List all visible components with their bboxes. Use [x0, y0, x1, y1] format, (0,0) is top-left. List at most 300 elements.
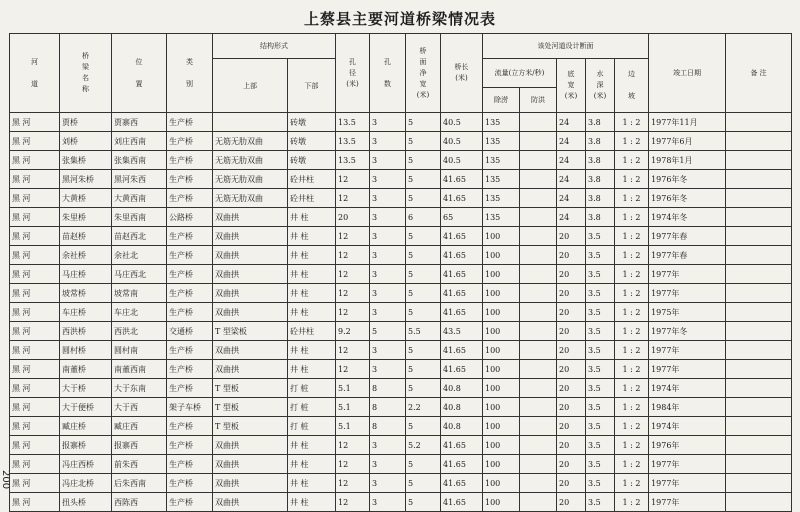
cell-slope: 1 : 2	[615, 227, 649, 246]
cell-slope: 1 : 2	[615, 379, 649, 398]
cell-span: 12	[336, 246, 370, 265]
cell-drainage: 135	[483, 208, 520, 227]
cell-remarks	[726, 455, 792, 474]
cell-bottom-width: 24	[557, 132, 586, 151]
cell-holes: 3	[370, 113, 406, 132]
cell-river: 黑 河	[10, 246, 60, 265]
cell-remarks	[726, 379, 792, 398]
cell-completed: 1977年	[649, 341, 726, 360]
cell-upper: 双曲拱	[213, 265, 288, 284]
cell-holes: 3	[370, 227, 406, 246]
cell-span: 5.1	[336, 379, 370, 398]
cell-depth: 3.5	[586, 360, 615, 379]
cell-completed: 1975年	[649, 303, 726, 322]
cell-completed: 1977年	[649, 265, 726, 284]
cell-bottom-width: 20	[557, 265, 586, 284]
header-upper: 上部	[213, 59, 288, 113]
cell-length: 41.65	[441, 284, 483, 303]
table-row	[10, 303, 792, 322]
cell-bridge-name: 马庄桥	[60, 265, 112, 284]
cell-category: 生产桥	[167, 246, 213, 265]
cell-length: 41.65	[441, 493, 483, 512]
cell-deck-width: 5	[406, 360, 441, 379]
cell-upper: T 型板	[213, 398, 288, 417]
cell-slope: 1 : 2	[615, 322, 649, 341]
cell-completed: 1977年	[649, 284, 726, 303]
cell-flood	[520, 227, 557, 246]
cell-flood	[520, 170, 557, 189]
cell-location: 贾寨西	[112, 113, 167, 132]
cell-river: 黑 河	[10, 436, 60, 455]
cell-bottom-width: 24	[557, 189, 586, 208]
cell-flood	[520, 417, 557, 436]
cell-drainage: 100	[483, 436, 520, 455]
header-drainage: 除涝	[483, 88, 520, 113]
cell-bottom-width: 24	[557, 208, 586, 227]
cell-slope: 1 : 2	[615, 208, 649, 227]
cell-category: 生产桥	[167, 493, 213, 512]
cell-lower: 砖墩	[288, 132, 336, 151]
cell-remarks	[726, 493, 792, 512]
cell-flood	[520, 208, 557, 227]
header-depth: 水 深 (米)	[586, 59, 615, 113]
cell-upper: T 型板	[213, 417, 288, 436]
cell-length: 40.8	[441, 379, 483, 398]
cell-drainage: 135	[483, 151, 520, 170]
cell-lower: 井 柱	[288, 436, 336, 455]
cell-depth: 3.5	[586, 417, 615, 436]
cell-remarks	[726, 189, 792, 208]
cell-remarks	[726, 227, 792, 246]
cell-deck-width: 5	[406, 246, 441, 265]
cell-flood	[520, 303, 557, 322]
cell-location: 南董西南	[112, 360, 167, 379]
cell-location: 圆村南	[112, 341, 167, 360]
header-completed: 竣工日期	[649, 34, 726, 113]
cell-completed: 1977年	[649, 455, 726, 474]
cell-drainage: 100	[483, 474, 520, 493]
table-row	[10, 246, 792, 265]
cell-bridge-name: 报寨桥	[60, 436, 112, 455]
cell-slope: 1 : 2	[615, 455, 649, 474]
cell-location: 朱里西南	[112, 208, 167, 227]
cell-bridge-name: 冯庄北桥	[60, 474, 112, 493]
cell-lower: 井 柱	[288, 284, 336, 303]
cell-flood	[520, 341, 557, 360]
cell-slope: 1 : 2	[615, 265, 649, 284]
cell-remarks	[726, 246, 792, 265]
cell-remarks	[726, 284, 792, 303]
table-row	[10, 455, 792, 474]
cell-upper: 双曲拱	[213, 284, 288, 303]
cell-depth: 3.5	[586, 474, 615, 493]
cell-span: 12	[336, 436, 370, 455]
cell-location: 前朱西	[112, 455, 167, 474]
cell-flood	[520, 493, 557, 512]
cell-remarks	[726, 322, 792, 341]
cell-lower: 井 柱	[288, 360, 336, 379]
cell-holes: 3	[370, 436, 406, 455]
cell-river: 黑 河	[10, 493, 60, 512]
cell-completed: 1977年6月	[649, 132, 726, 151]
cell-depth: 3.5	[586, 227, 615, 246]
cell-length: 41.65	[441, 360, 483, 379]
cell-category: 交通桥	[167, 322, 213, 341]
cell-completed: 1976年	[649, 436, 726, 455]
cell-completed: 1977年春	[649, 246, 726, 265]
cell-flood	[520, 189, 557, 208]
cell-depth: 3.8	[586, 151, 615, 170]
cell-slope: 1 : 2	[615, 341, 649, 360]
cell-completed: 1974年	[649, 379, 726, 398]
cell-completed: 1984年	[649, 398, 726, 417]
cell-bottom-width: 20	[557, 474, 586, 493]
cell-location: 坡常南	[112, 284, 167, 303]
header-design-section: 该处河道设计断面	[483, 34, 649, 59]
cell-slope: 1 : 2	[615, 493, 649, 512]
cell-category: 架子车桥	[167, 398, 213, 417]
cell-bottom-width: 20	[557, 379, 586, 398]
cell-depth: 3.5	[586, 265, 615, 284]
cell-bottom-width: 20	[557, 303, 586, 322]
cell-completed: 1974年	[649, 417, 726, 436]
cell-deck-width: 5	[406, 341, 441, 360]
cell-holes: 8	[370, 379, 406, 398]
cell-span: 12	[336, 341, 370, 360]
cell-slope: 1 : 2	[615, 113, 649, 132]
cell-holes: 3	[370, 341, 406, 360]
table-row	[10, 398, 792, 417]
cell-length: 43.5	[441, 322, 483, 341]
cell-upper: 双曲拱	[213, 360, 288, 379]
cell-bridge-name: 大于便桥	[60, 398, 112, 417]
cell-river: 黑 河	[10, 132, 60, 151]
cell-category: 生产桥	[167, 379, 213, 398]
table-row	[10, 284, 792, 303]
cell-depth: 3.8	[586, 170, 615, 189]
cell-remarks	[726, 360, 792, 379]
cell-depth: 3.8	[586, 132, 615, 151]
cell-bridge-name: 朱里桥	[60, 208, 112, 227]
cell-location: 刘庄西南	[112, 132, 167, 151]
cell-upper: 双曲拱	[213, 474, 288, 493]
header-deck-width: 桥 面 净 宽 (米)	[406, 34, 441, 113]
cell-lower: 井 柱	[288, 493, 336, 512]
cell-deck-width: 5	[406, 493, 441, 512]
cell-span: 13.5	[336, 132, 370, 151]
cell-location: 苗赵西北	[112, 227, 167, 246]
cell-depth: 3.5	[586, 341, 615, 360]
table-row	[10, 474, 792, 493]
cell-river: 黑 河	[10, 341, 60, 360]
cell-span: 12	[336, 189, 370, 208]
cell-river: 黑 河	[10, 474, 60, 493]
cell-upper: 双曲拱	[213, 303, 288, 322]
cell-bridge-name: 大黄桥	[60, 189, 112, 208]
cell-remarks	[726, 265, 792, 284]
cell-river: 黑 河	[10, 379, 60, 398]
cell-drainage: 100	[483, 322, 520, 341]
cell-remarks	[726, 303, 792, 322]
cell-drainage: 100	[483, 246, 520, 265]
header-bottom-width: 底 宽 (米)	[557, 59, 586, 113]
cell-bridge-name: 苗赵桥	[60, 227, 112, 246]
cell-category: 生产桥	[167, 284, 213, 303]
cell-depth: 3.8	[586, 208, 615, 227]
cell-holes: 3	[370, 189, 406, 208]
cell-holes: 3	[370, 360, 406, 379]
cell-holes: 3	[370, 455, 406, 474]
cell-flood	[520, 132, 557, 151]
cell-depth: 3.5	[586, 246, 615, 265]
cell-deck-width: 5.5	[406, 322, 441, 341]
cell-remarks	[726, 170, 792, 189]
table-row	[10, 265, 792, 284]
cell-flood	[520, 436, 557, 455]
cell-drainage: 100	[483, 303, 520, 322]
cell-river: 黑 河	[10, 170, 60, 189]
cell-span: 12	[336, 284, 370, 303]
cell-bottom-width: 20	[557, 436, 586, 455]
cell-river: 黑 河	[10, 227, 60, 246]
cell-slope: 1 : 2	[615, 246, 649, 265]
cell-length: 41.65	[441, 303, 483, 322]
cell-lower: 井 柱	[288, 227, 336, 246]
cell-category: 公路桥	[167, 208, 213, 227]
cell-holes: 3	[370, 303, 406, 322]
cell-length: 41.65	[441, 455, 483, 474]
cell-span: 12	[336, 265, 370, 284]
cell-slope: 1 : 2	[615, 360, 649, 379]
cell-category: 生产桥	[167, 170, 213, 189]
cell-upper: 双曲拱	[213, 493, 288, 512]
cell-span: 20	[336, 208, 370, 227]
cell-category: 生产桥	[167, 436, 213, 455]
cell-bottom-width: 20	[557, 417, 586, 436]
cell-deck-width: 6	[406, 208, 441, 227]
cell-deck-width: 5	[406, 170, 441, 189]
cell-length: 41.65	[441, 265, 483, 284]
cell-river: 黑 河	[10, 189, 60, 208]
cell-upper: T 型板	[213, 379, 288, 398]
cell-flood	[520, 379, 557, 398]
cell-deck-width: 5	[406, 151, 441, 170]
cell-bottom-width: 24	[557, 170, 586, 189]
cell-location: 张集西南	[112, 151, 167, 170]
cell-location: 大于西	[112, 398, 167, 417]
cell-remarks	[726, 417, 792, 436]
cell-length: 41.65	[441, 170, 483, 189]
cell-completed: 1977年冬	[649, 322, 726, 341]
cell-lower: 井 柱	[288, 474, 336, 493]
cell-completed: 1976年冬	[649, 170, 726, 189]
cell-deck-width: 2.2	[406, 398, 441, 417]
cell-lower: 井 柱	[288, 341, 336, 360]
cell-lower: 打 桩	[288, 398, 336, 417]
cell-span: 12	[336, 493, 370, 512]
cell-upper: 双曲拱	[213, 246, 288, 265]
header-river: 河 道	[10, 34, 60, 113]
cell-upper: 双曲拱	[213, 436, 288, 455]
cell-span: 13.5	[336, 151, 370, 170]
cell-upper: 无筋无肋双曲	[213, 170, 288, 189]
cell-lower: 砼井柱	[288, 189, 336, 208]
cell-drainage: 100	[483, 265, 520, 284]
cell-flood	[520, 322, 557, 341]
cell-holes: 3	[370, 170, 406, 189]
cell-depth: 3.8	[586, 189, 615, 208]
cell-span: 12	[336, 170, 370, 189]
cell-depth: 3.8	[586, 113, 615, 132]
cell-bridge-name: 张集桥	[60, 151, 112, 170]
cell-bottom-width: 20	[557, 493, 586, 512]
cell-length: 40.5	[441, 151, 483, 170]
cell-span: 9.2	[336, 322, 370, 341]
cell-length: 41.65	[441, 341, 483, 360]
cell-span: 12	[336, 474, 370, 493]
header-slope: 边 坡	[615, 59, 649, 113]
cell-lower: 井 柱	[288, 455, 336, 474]
cell-location: 余社北	[112, 246, 167, 265]
cell-lower: 井 柱	[288, 265, 336, 284]
cell-flood	[520, 474, 557, 493]
cell-length: 40.5	[441, 132, 483, 151]
table-row	[10, 189, 792, 208]
cell-completed: 1977年	[649, 360, 726, 379]
cell-depth: 3.5	[586, 398, 615, 417]
header-category: 类 别	[167, 34, 213, 113]
header-flood: 防洪	[520, 88, 557, 113]
header-remarks: 备 注	[726, 34, 792, 113]
cell-bridge-name: 南董桥	[60, 360, 112, 379]
cell-bottom-width: 20	[557, 284, 586, 303]
cell-drainage: 135	[483, 189, 520, 208]
cell-deck-width: 5	[406, 265, 441, 284]
cell-location: 后朱西南	[112, 474, 167, 493]
cell-river: 黑 河	[10, 455, 60, 474]
cell-category: 生产桥	[167, 417, 213, 436]
cell-drainage: 100	[483, 398, 520, 417]
cell-bridge-name: 西洪桥	[60, 322, 112, 341]
header-bridge-name: 桥 梁 名 称	[60, 34, 112, 113]
cell-bottom-width: 20	[557, 360, 586, 379]
cell-upper: 双曲拱	[213, 227, 288, 246]
cell-bridge-name: 扭头桥	[60, 493, 112, 512]
page-number: 200	[0, 470, 11, 490]
cell-category: 生产桥	[167, 113, 213, 132]
page-title: 上蔡县主要河道桥梁情况表	[303, 10, 496, 28]
cell-category: 生产桥	[167, 360, 213, 379]
cell-bridge-name: 黑河朱桥	[60, 170, 112, 189]
table-row	[10, 208, 792, 227]
cell-river: 黑 河	[10, 265, 60, 284]
cell-river: 黑 河	[10, 322, 60, 341]
cell-span: 5.1	[336, 417, 370, 436]
cell-upper: 双曲拱	[213, 341, 288, 360]
cell-location: 臧庄西	[112, 417, 167, 436]
cell-deck-width: 5	[406, 113, 441, 132]
cell-holes: 5	[370, 322, 406, 341]
cell-completed: 1977年	[649, 493, 726, 512]
cell-bridge-name: 车庄桥	[60, 303, 112, 322]
cell-holes: 3	[370, 208, 406, 227]
cell-category: 生产桥	[167, 474, 213, 493]
cell-bridge-name: 圆村桥	[60, 341, 112, 360]
cell-category: 生产桥	[167, 151, 213, 170]
cell-slope: 1 : 2	[615, 436, 649, 455]
cell-completed: 1977年春	[649, 227, 726, 246]
table-row	[10, 417, 792, 436]
cell-deck-width: 5	[406, 417, 441, 436]
cell-location: 大于东南	[112, 379, 167, 398]
cell-depth: 3.5	[586, 493, 615, 512]
cell-river: 黑 河	[10, 303, 60, 322]
cell-deck-width: 5	[406, 303, 441, 322]
cell-upper	[213, 113, 288, 132]
cell-drainage: 100	[483, 284, 520, 303]
cell-flood	[520, 151, 557, 170]
cell-span: 12	[336, 303, 370, 322]
cell-lower: 打 桩	[288, 379, 336, 398]
cell-deck-width: 5	[406, 189, 441, 208]
cell-location: 马庄西北	[112, 265, 167, 284]
table-row	[10, 322, 792, 341]
cell-deck-width: 5	[406, 379, 441, 398]
cell-flood	[520, 113, 557, 132]
cell-slope: 1 : 2	[615, 474, 649, 493]
cell-lower: 井 柱	[288, 303, 336, 322]
cell-depth: 3.5	[586, 322, 615, 341]
cell-holes: 3	[370, 151, 406, 170]
cell-length: 40.5	[441, 113, 483, 132]
header-flow: 流量(立方米/秒)	[483, 59, 557, 88]
cell-drainage: 135	[483, 113, 520, 132]
cell-river: 黑 河	[10, 417, 60, 436]
cell-drainage: 100	[483, 493, 520, 512]
cell-bottom-width: 20	[557, 398, 586, 417]
cell-slope: 1 : 2	[615, 170, 649, 189]
cell-lower: 砖墩	[288, 113, 336, 132]
cell-upper: 双曲拱	[213, 208, 288, 227]
table-row	[10, 379, 792, 398]
cell-length: 40.8	[441, 417, 483, 436]
cell-river: 黑 河	[10, 208, 60, 227]
cell-flood	[520, 360, 557, 379]
cell-length: 41.65	[441, 227, 483, 246]
cell-location: 西陈西	[112, 493, 167, 512]
cell-completed: 1977年	[649, 474, 726, 493]
cell-span: 5.1	[336, 398, 370, 417]
table-row	[10, 493, 792, 512]
cell-bottom-width: 20	[557, 227, 586, 246]
cell-depth: 3.5	[586, 303, 615, 322]
cell-location: 大黄西南	[112, 189, 167, 208]
cell-river: 黑 河	[10, 284, 60, 303]
cell-remarks	[726, 208, 792, 227]
cell-drainage: 100	[483, 455, 520, 474]
cell-bridge-name: 贾桥	[60, 113, 112, 132]
cell-holes: 3	[370, 265, 406, 284]
cell-drainage: 100	[483, 417, 520, 436]
cell-lower: 砼井柱	[288, 322, 336, 341]
cell-remarks	[726, 132, 792, 151]
cell-completed: 1977年11月	[649, 113, 726, 132]
cell-drainage: 100	[483, 360, 520, 379]
cell-category: 生产桥	[167, 265, 213, 284]
header-span: 孔 径 (米)	[336, 34, 370, 113]
cell-deck-width: 5	[406, 455, 441, 474]
cell-upper: 无筋无肋双曲	[213, 151, 288, 170]
